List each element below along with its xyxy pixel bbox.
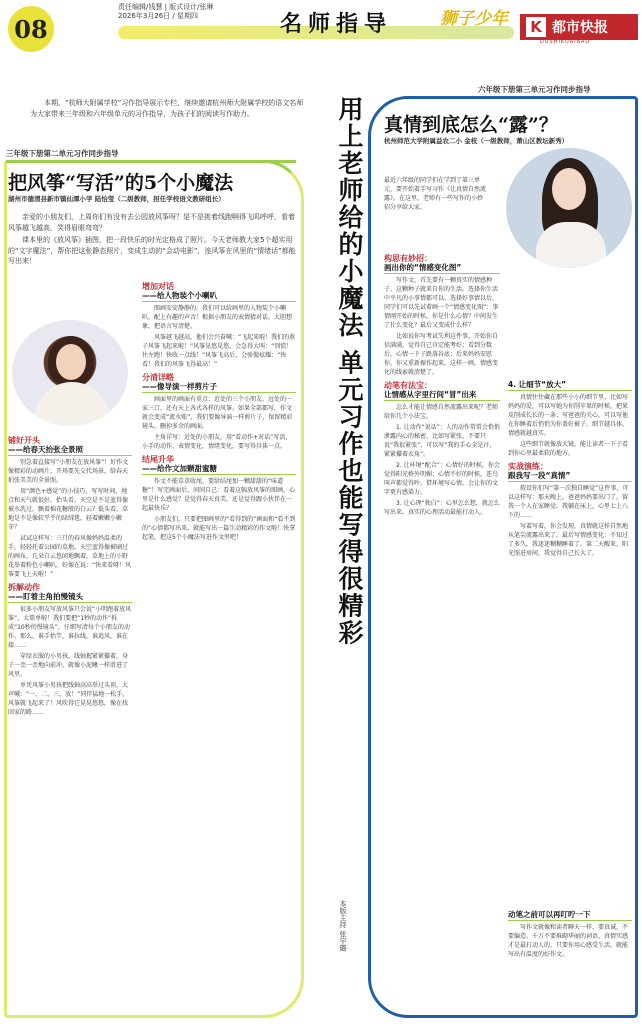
article-section: [8, 436, 132, 579]
left-intro-para: 亲爱的小朋友们，上周你们有没有去公园放风筝呀？是不是挑着线跑啊得飞呜呼呼，看着风筝越飞越高，笑得眉眼弯弯？: [8, 213, 295, 232]
body-paragraph: 主角详写：近处的小朋友，用“看动作+对话”写活，小手的动作、表情变化、情绪变化，要写得具体一点。: [142, 434, 292, 450]
section-heading: 分清详略: [142, 373, 174, 382]
right-ending: [508, 910, 632, 961]
main-vertical-title: 用上老师给的小魔法 单元习作也能写得很精彩: [335, 96, 364, 647]
brand-logo: [520, 14, 638, 40]
section-subheading: 4. 让细节“放大”: [508, 380, 632, 391]
section-heading: 结尾升华: [142, 455, 174, 464]
section-heading: 动笔有法宝：: [384, 381, 432, 390]
brand-subtitle: DUSHIKUAIBAO: [540, 39, 591, 45]
section-subheading: 让情感从字里行间“冒”出来: [384, 390, 500, 401]
left-byline: 湖州市德清县新市镇仙潭小学 陆怡莹（二级教师，担任学校语文教研组长）: [8, 195, 225, 203]
left-intro: [8, 212, 298, 269]
body-paragraph: 小朋友们，只要把图画里的“看得到的”画面和“看不到的”心情都写出来，就能写出一篇生动精彩的作文啦！快拿起笔，把这5个小魔法写进作文里吧！: [142, 516, 296, 541]
article-section: [508, 462, 632, 558]
left-column-2: [142, 282, 296, 546]
left-article-title: 把风筝“写活”的5个小魔法: [8, 172, 234, 194]
body-paragraph: 写作文就像和读者聊天一样，要真诚，不要编造。千万不要堆砌华丽的词语，真情实感才是最打动人的。只要你用心感受生活，就能写出有温度的好作文。: [508, 924, 629, 958]
section-heading: 实战演练：: [508, 462, 548, 471]
left-intro-para: 课本里的《放风筝》插图，把一段快乐的时光定格成了照片。今天老师教大家5个超实用的“文字魔法”，帮你把这张静态照片，变成生动的“会动电影”，连风筝在风里的“情绪话”都能写出来！: [8, 236, 296, 265]
right-byline: 杭州师范大学附属益农二小 金枝（一级教师，萧山区教坛新秀）: [384, 137, 569, 145]
right-column-2: [508, 380, 632, 562]
body-paragraph: 1. 让动作“说话”：人的动作常常会悄悄泄露内心的秘密。比如写紧张，不要只说“我很紧张”，可以写“我的手心全是汗，紧紧攥着衣角”。: [384, 424, 500, 458]
author-photo: [506, 148, 632, 268]
slogan-logo: 狮子少年: [440, 9, 508, 29]
section-subheading: ——给人物装个小喇叭: [142, 291, 296, 302]
right-column-1: [384, 254, 500, 521]
body-paragraph: 别急着直接写“小朋友在放风筝”！好作文像精彩的动画片，开场要先交代场景，给春天拍张美美的全景照。: [8, 459, 129, 484]
body-paragraph: 风筝越飞越高，他们会兴奋喊：“飞起来啦！我们的燕子风筝飞起来啦！”风筝晃悠晃悠，会急得大叫：“别慌！往左跑！快收一点线！”风筝飞高后，会骄傲炫耀：“快看！我们的风筝飞得最高！”: [142, 334, 296, 368]
article-section: [142, 373, 296, 451]
article-section: [142, 455, 296, 542]
section-subheading: ——盯着主角拍慢镜头: [8, 592, 132, 603]
left-grade-tag: 三年级下册第二单元习作同步指导: [6, 148, 296, 163]
body-paragraph: 2. 让环境“配合”：心情好的时候，你会觉得阳光格外明媚；心情不好的时候，连鸟叫声都觉得吵。借环境写心情，会让你的文字更有感染力。: [384, 462, 500, 496]
author-photo: [10, 318, 130, 428]
body-paragraph: 3. 让心理“独白”：心里怎么想，就怎么写出来。真实的心理活动最能打动人。: [384, 500, 500, 516]
body-paragraph: 假设你们写“第一次独自睡觉”这件事，可以这样写：那天晚上，爸爸妈妈要出门了，留我一个人在家睡觉。我躺在床上，心里七上八下的……: [508, 485, 629, 519]
section-heading: 增加对话: [142, 282, 174, 291]
section-subheading: 动笔之前可以再叮咛一下: [508, 910, 632, 921]
article-section: [384, 254, 500, 377]
article-section: [508, 380, 632, 458]
body-paragraph: 写作文，首先要有一颗真实的情感种子。这颗种子就来自你的生活。选择你生活中平凡的小事情都可以。选择好事情以后，同学们可以先试着画一个“情感变化图”：事情刚开始的时候，你是什么心情？中间发生了什么变化？最后又变成什么样？: [384, 277, 499, 329]
section-heading: 拆解动作: [8, 583, 40, 592]
body-paragraph: 穿绿衣服的小男孩，线轴握紧紧攥着，身子一歪一歪地向前冲，就像小泥鳅一样滑进了风里。: [8, 653, 129, 678]
section-subheading: 画出你的“情感变化图”: [384, 263, 500, 274]
page-number: 08: [8, 6, 54, 52]
section-subheading: 跟我写一段“真情”: [508, 471, 632, 482]
body-paragraph: 很多小朋友写放风筝只会说“小明跑着放风筝”，太简单啦！我们要把“1秒的动作”拆成“10秒的慢镜头”，仔细写清每个小朋友的动作。那么，谁手抬竿，谁拉线，谁追风，谁在接……: [8, 606, 132, 649]
body-paragraph: 比如说你写考试失利这件事，开始你自信满满，觉得自己肯定能考好；看到分数后，心情一下子跌落谷底；后来妈妈安慰你，你又重新振作起来。这样一画，情感变化的线索就清楚了。: [384, 333, 499, 376]
article-section: [8, 583, 132, 717]
right-article-title: 真情到底怎么“露”？: [384, 114, 558, 136]
right-grade-tag: 六年级下册第三单元习作同步指导: [478, 85, 591, 94]
section-subheading: ——给春天抬张全景照: [8, 445, 132, 456]
article-section: [142, 282, 296, 369]
body-paragraph: 怎么才能让情感自然流露出来呢？老师给你几个小法宝。: [384, 404, 499, 420]
body-paragraph: 图画安安静静的，我们可以给画里的人物装个小喇叭，配上有趣的声音！根据小朋友的表情猜对话，大胆想象，把语言写清楚。: [142, 305, 293, 330]
body-paragraph: 画面里的画面有重点：近处的三个小朋友，远处的一家三口，还有天上各式各样的风筝。如果全部都写，作文就会变成“流水账”，我们要像导演一样剪片子，保留精彩镜头，删掉多余的画面。: [142, 396, 293, 430]
editor-credit: 本版主持 张宇璐: [339, 900, 347, 952]
body-paragraph: 写着写着，你会发现，真情就这样自然地从笔尖流露出来了。最后写情感变化：不知过了多久，我迷迷糊糊睡着了。第二天醒来，阳光照进房间，我觉得自己长大了。: [508, 523, 629, 557]
editor-line: 责任编辑/钱慧 | 版式设计/张琳: [118, 3, 214, 11]
brand-k-icon: K: [526, 17, 546, 37]
section-heading: 铺好开头: [8, 436, 40, 445]
body-paragraph: 用“颜色+感觉”的小技巧，写写时间、地点和天气就很好。抬头看，天空是不是蓝得像被水洗过，飘着棉花糖般的白云？低头看，草地是不是像软乎乎的绿绒毯，轻着嫩嫩小嫩芽？: [8, 488, 129, 531]
left-column-1: [8, 436, 132, 721]
body-paragraph: 这些细节就像放大镜，能让读者一下子看到你心里最柔软的地方。: [508, 441, 629, 457]
section-subheading: ——给作文加颗甜蜜糖: [142, 464, 296, 475]
body-paragraph: 作文不能草草收尾，要给结尾加一颗甜甜的“味道糖”！写完画面后，问问自己：看着这幅放风筝的图画，心里是什么感觉？是觉得春天真美，还是觉得跟小伙伴在一起最快乐？: [142, 478, 296, 512]
date-line: 2026年3月26日 / 星期四: [118, 12, 198, 20]
brand-name: 都市快报: [552, 20, 608, 36]
section-subheading: ——像导演一样剪片子: [142, 382, 296, 393]
section-heading: 构思有妙招：: [384, 254, 432, 263]
header-meta: [118, 3, 214, 21]
body-paragraph: 真情往往藏在那些小小的细节里。比如写妈妈的爱，可以写她为你削苹果的时候，把果皮削成长长的一条；写爸爸的关心，可以写他在你睡着后悄悄为你盖好被子。细节越具体，情感就越真实。: [508, 394, 629, 437]
right-intro: 最近六年级的同学们在学到了第三单元，要开始着手写习作《让真情自然流露》。在这里，老师有一些写作的小妙招分享给大家。: [384, 177, 487, 211]
section-title: 名师指导: [280, 11, 393, 37]
column-intro: 本期，“杭师大附属学校”习作指导展示专栏，继续邀请杭州师大附属学校的语文名师为大家带来三年级和六年级单元的习作指导，为孩子们的阅读写作助力。: [30, 99, 304, 118]
body-paragraph: 试试这样写：三月的春风像妈妈温柔的手，轻轻托着公园的草地。天空蓝得像被刷过的画布，几朵白云悠闲地飘着，草地上的小野花举着粉色小喇叭，好像在说：“快来看呀！风筝要飞上天啦！”: [8, 535, 132, 578]
article-section: [384, 381, 500, 517]
body-paragraph: 单凭风筝小男孩把线轴高高举过头顶，大声喊：“一、二、三，放！”同伴猛地一松手，风筝就飞起来了！风吹得它晃晃悠悠，像在找回家的路……: [8, 682, 129, 716]
